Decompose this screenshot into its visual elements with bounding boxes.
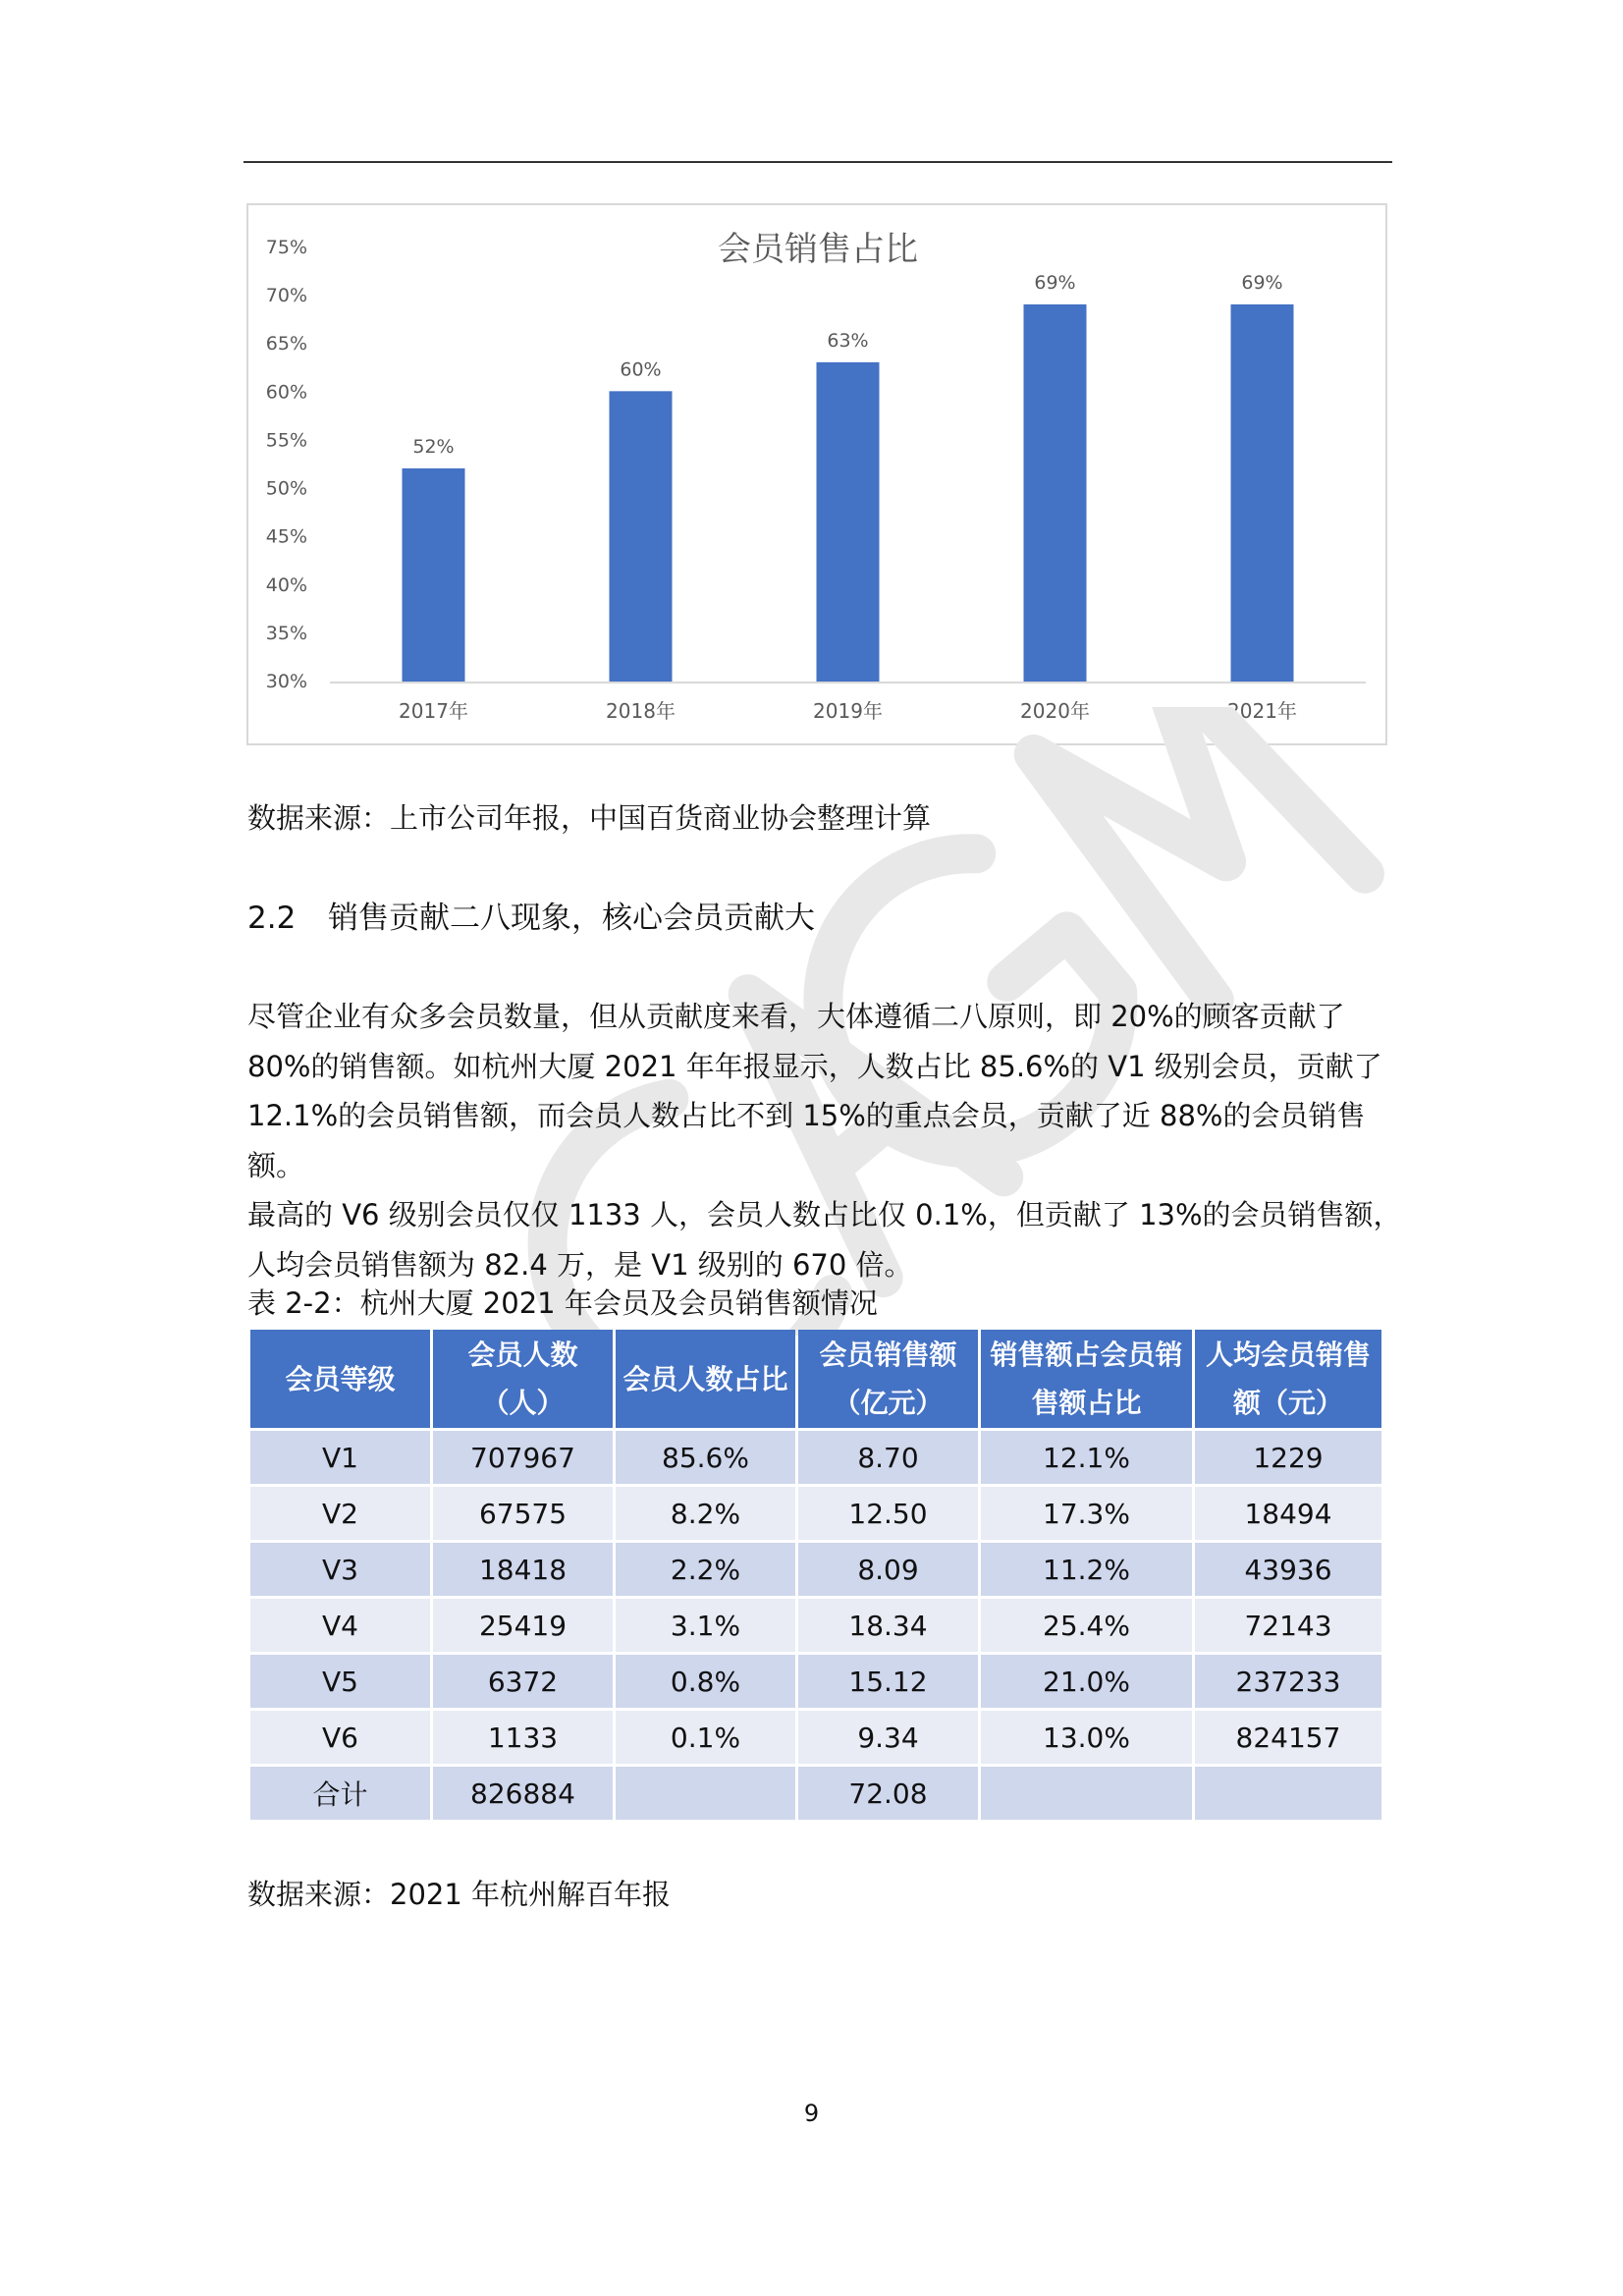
bar: [1024, 304, 1087, 683]
section-heading: [247, 894, 1406, 944]
x-axis: [399, 699, 1297, 723]
chart-svg: [248, 205, 1385, 743]
data-label: 63%: [827, 329, 869, 352]
table-cell: [616, 1767, 795, 1820]
bar: [1231, 304, 1294, 683]
data-label: 69%: [1241, 271, 1283, 294]
bars: [403, 304, 1294, 683]
table-cell: 1133: [433, 1711, 613, 1764]
table-cell: 21.0%: [981, 1655, 1192, 1708]
table-cell: 8.09: [798, 1543, 978, 1596]
y-tick-label: 60%: [265, 381, 307, 404]
table-cell: 18418: [433, 1543, 613, 1596]
x-tick-label: 2021年: [1227, 699, 1297, 723]
table-cell: 8.70: [798, 1431, 978, 1484]
table-cell: 72143: [1195, 1599, 1381, 1652]
y-tick-label: 35%: [265, 622, 307, 644]
table-cell: V5: [250, 1655, 430, 1708]
table-cell: 707967: [433, 1431, 613, 1484]
col-header: 会员销售额（亿元）: [798, 1330, 978, 1428]
table-row: [250, 1711, 1381, 1764]
table-row: [250, 1543, 1381, 1596]
table-cell: 18.34: [798, 1599, 978, 1652]
header-rule: [243, 161, 1392, 163]
table-cell: 8.2%: [616, 1487, 795, 1540]
table-cell: 18494: [1195, 1487, 1381, 1540]
y-tick-label: 30%: [265, 671, 307, 692]
y-tick-label: 65%: [265, 333, 307, 355]
bar: [610, 391, 673, 683]
table-cell: 85.6%: [616, 1431, 795, 1484]
col-header: 会员人数占比: [616, 1330, 795, 1428]
chart-title: 会员销售占比: [718, 230, 918, 269]
section-number: 2.2: [247, 901, 297, 936]
table-row: [250, 1655, 1381, 1708]
body-line: 最高的 V6 级别会员仅仅 1133 人，会员人数占比仅 0.1%，但贡献了 13%的会员销售额，: [247, 1198, 1402, 1231]
y-tick-label: 45%: [265, 525, 307, 548]
table-cell: 13.0%: [981, 1711, 1192, 1764]
body-line: 人均会员销售额为 82.4 万，是 V1 级别的 670 倍。: [247, 1247, 913, 1282]
y-tick-label: 70%: [265, 285, 307, 307]
section-title: 销售贡献二八现象，核心会员贡献大: [328, 901, 815, 936]
body-line: 80%的销售额。如杭州大厦 2021 年年报显示，人数占比 85.6%的 V1 级别会员，贡献了: [247, 1049, 1382, 1083]
member-sales-table: [247, 1327, 1384, 1823]
y-tick-label: 50%: [265, 477, 307, 500]
table-total-row: [250, 1767, 1381, 1820]
table-cell: 17.3%: [981, 1487, 1192, 1540]
table-row: [250, 1431, 1381, 1484]
x-tick-label: 2019年: [813, 699, 883, 723]
table-cell: 25.4%: [981, 1599, 1192, 1652]
bar: [817, 362, 880, 683]
table-cell: 72.08: [798, 1767, 978, 1820]
y-axis: [266, 237, 307, 692]
table-cell: V1: [250, 1431, 430, 1484]
x-tick-label: 2018年: [606, 699, 676, 723]
y-tick-label: 55%: [265, 429, 307, 452]
table-cell: 9.34: [798, 1711, 978, 1764]
table-row: [250, 1599, 1381, 1652]
y-tick-label: 40%: [265, 574, 307, 596]
table-cell: 15.12: [798, 1655, 978, 1708]
table-cell: 0.8%: [616, 1655, 795, 1708]
table-cell: 12.1%: [981, 1431, 1192, 1484]
table-cell: 11.2%: [981, 1543, 1192, 1596]
table-cell: 237233: [1195, 1655, 1381, 1708]
table-cell: 43936: [1195, 1543, 1381, 1596]
table-row: [250, 1487, 1381, 1540]
table-cell: [1195, 1767, 1381, 1820]
table-header-row: [250, 1330, 1381, 1428]
table-cell: 824157: [1195, 1711, 1381, 1764]
col-header: 销售额占会员销售额占比: [981, 1330, 1192, 1428]
table-cell: 0.1%: [616, 1711, 795, 1764]
table-cell: 6372: [433, 1655, 613, 1708]
table-cell: 12.50: [798, 1487, 978, 1540]
col-header: 人均会员销售额（元）: [1195, 1330, 1381, 1428]
table-cell: 1229: [1195, 1431, 1381, 1484]
table-cell: 合计: [250, 1767, 430, 1820]
table-cell: [981, 1767, 1192, 1820]
y-tick-label: 75%: [265, 237, 307, 258]
col-header: 会员等级: [250, 1330, 430, 1428]
chart-source: 数据来源：上市公司年报，中国百货商业协会整理计算: [247, 801, 932, 835]
col-header: 会员人数（人）: [433, 1330, 613, 1428]
body-line: 12.1%的会员销售额，而会员人数占比不到 15%的重点会员，贡献了近 88%的会员销售额。: [247, 1099, 1366, 1182]
table-cell: V4: [250, 1599, 430, 1652]
body-paragraph: [247, 992, 1406, 1289]
table-cell: 826884: [433, 1767, 613, 1820]
table-cell: V6: [250, 1711, 430, 1764]
data-label: 60%: [620, 358, 662, 381]
table-cell: 3.1%: [616, 1599, 795, 1652]
bar-chart: [246, 203, 1387, 745]
x-tick-label: 2020年: [1020, 699, 1090, 723]
data-label: 52%: [412, 435, 455, 458]
table-cell: V2: [250, 1487, 430, 1540]
table-cell: 25419: [433, 1599, 613, 1652]
body-line: 尽管企业有众多会员数量，但从贡献度来看，大体遵循二八原则，即 20%的顾客贡献了: [247, 1000, 1345, 1033]
watermark-m: [1018, 707, 1364, 1000]
table-caption: 表 2-2：杭州大厦 2021 年会员及会员销售额情况: [247, 1286, 878, 1320]
page-number: 9: [803, 2100, 820, 2127]
x-tick-label: 2017年: [399, 699, 468, 723]
data-label: 69%: [1034, 271, 1076, 294]
table-cell: V3: [250, 1543, 430, 1596]
table-source: 数据来源：2021 年杭州解百年报: [247, 1878, 672, 1911]
bar: [403, 468, 465, 683]
table-cell: 2.2%: [616, 1543, 795, 1596]
table-cell: 67575: [433, 1487, 613, 1540]
